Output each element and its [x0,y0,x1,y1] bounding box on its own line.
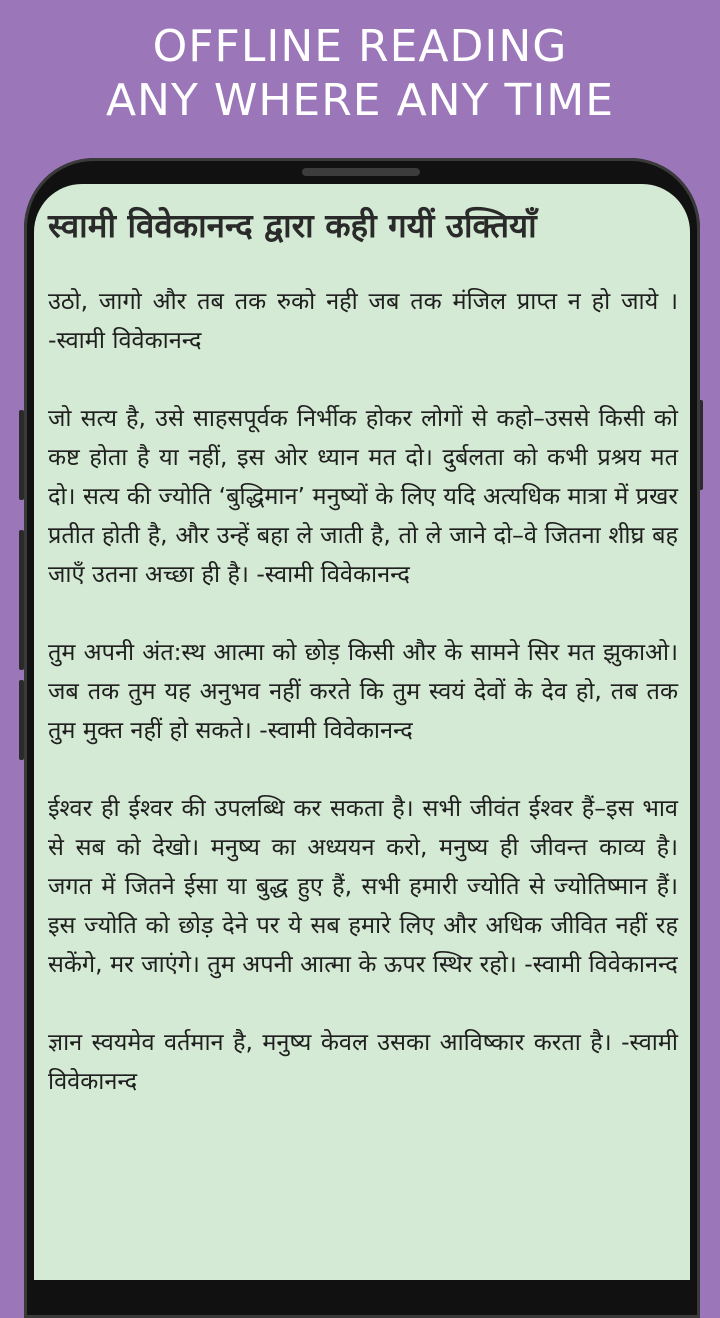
promo-banner [0,0,720,150]
quote-paragraph: जो सत्य है, उसे साहसपूर्वक निर्भीक होकर लोगों से कहो–उससे किसी को कष्ट होता है या नहीं, इस ओर ध्यान मत दो। दुर्बलता को कभी प्रश्रय मत दो। सत्य की ज्योति ‘बुद्धिमान’ मनुष्यों के लिए यदि अत्यधिक मात्रा में प्रखर प्रतीत होती है, और उन्हें बहा ले जाती है, तो ले जाने दो–वे जितना शीघ्र बह जाएँ उतना अच्छा ही है। -स्वामी विवेकानन्द [48,404,678,588]
promo-headline-line-1: OFFLINE READING [152,21,568,72]
quote-paragraph: तुम अपनी अंत:स्थ आत्मा को छोड़ किसी और के सामने सिर मत झुकाओ। जब तक तुम यह अनुभव नहीं करते कि तुम स्वयं देवों के देव हो, तब तक तुम मुक्त नहीं हो सकते। -स्वामी विवेकानन्द [48,638,678,744]
quote-paragraph: उठो, जागो और तब तक रुको नही जब तक मंजिल प्राप्त न हो जाये । -स्वामी विवेकानन्द [48,287,678,354]
phone-screen[interactable] [34,184,690,1280]
promo-headline-line-2: ANY WHERE ANY TIME [105,75,615,126]
quote-paragraph: ईश्वर ही ईश्वर की उपलब्धि कर सकता है। सभी जीवंत ईश्वर हैं–इस भाव से सब को देखो। मनुष्य का अध्ययन करो, मनुष्य ही जीवन्त काव्य है। जगत में जितने ईसा या बुद्ध हुए हैं, सभी हमारी ज्योति से ज्योतिष्मान हैं। इस ज्योति को छोड़ देने पर ये सब हमारे लिए और अधिक जीवित नहीं रह सकेंगे, मर जाएंगे। तुम अपनी आत्मा के ऊपर स्थिर रहो। -स्वामी विवेकानन्द [48,794,678,978]
phone-speaker [302,168,420,176]
reading-content[interactable] [34,184,690,1101]
quote-paragraph: ज्ञान स्वयमेव वर्तमान है, मनुष्य केवल उसका आविष्कार करता है। -स्वामी विवेकानन्द [48,1028,678,1095]
page-title: स्वामी विवेकानन्द द्वारा कही गयीं उक्तियाँ [48,206,537,245]
